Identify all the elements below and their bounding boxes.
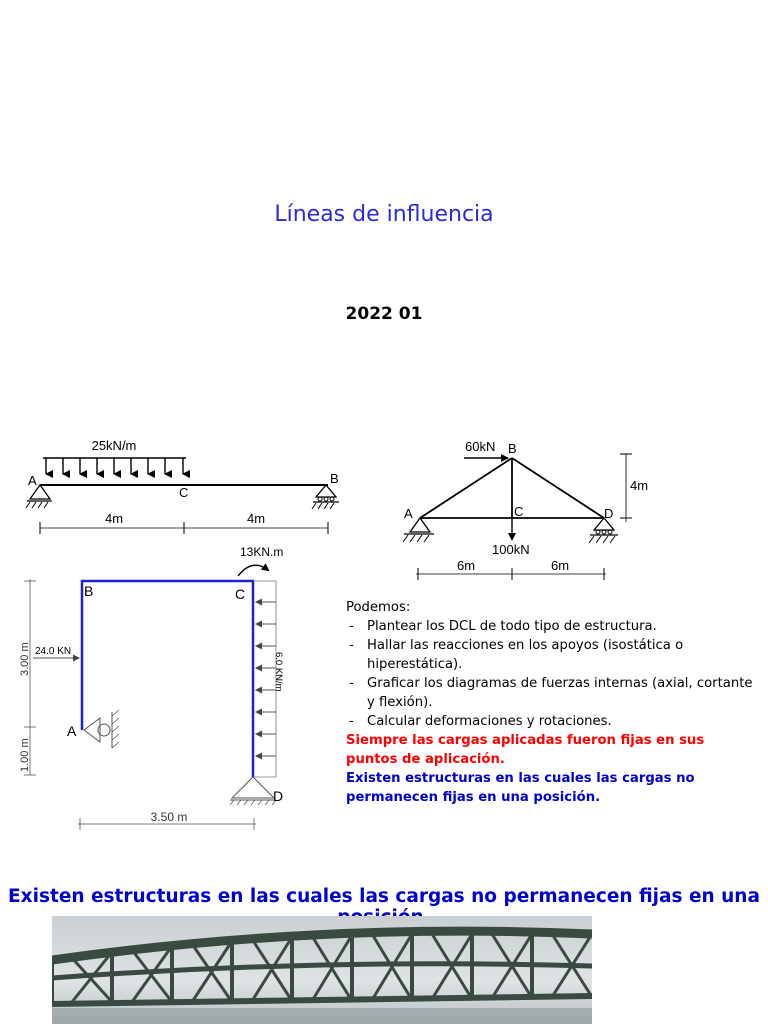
truss-span-2: 6m <box>550 558 570 573</box>
beam-load-label: 25kN/m <box>91 438 137 453</box>
beam-span-1: 4m <box>104 511 124 526</box>
frame-width-label: 3.50 m <box>150 810 188 824</box>
frame-node-c: C <box>235 586 246 602</box>
truss-horizontal-load-label: 60kN <box>465 439 496 454</box>
banner-statement: Existen estructuras en las cuales las cargas no permanecen fijas en una <box>8 886 760 907</box>
frame-height-upper-label: 3.00 m <box>19 642 31 676</box>
frame-node-d: D <box>273 788 284 804</box>
page-title: Líneas de influencia <box>274 202 494 227</box>
frame-horizontal-load-label: 24.0 KN <box>35 646 72 657</box>
frame-node-a: A <box>67 723 77 739</box>
bridge-photo <box>52 916 592 1024</box>
beam-diagram <box>0 430 360 540</box>
list-item: - Calcular deformaciones y rotaciones. <box>346 712 758 731</box>
truss-span-1: 6m <box>456 558 476 573</box>
list-item: - Plantear los DCL de todo tipo de estructura. <box>346 617 758 636</box>
frame-diagram <box>0 540 340 830</box>
notes-panel <box>346 598 758 807</box>
beam-point-a: A <box>28 473 37 488</box>
truss-node-a: A <box>404 506 413 521</box>
list-item: - Hallar las reacciones en los apoyos (isostática o hiperestática). <box>346 636 758 674</box>
page-subtitle-year: 2022 01 <box>345 304 423 324</box>
truss-vertical-load-label: 100kN <box>492 542 530 557</box>
truss-diagram <box>390 432 650 582</box>
notes-heading: Podemos: <box>346 600 411 615</box>
list-item: - Graficar los diagramas de fuerzas internas (axial, cortante y flexión). <box>346 674 758 712</box>
notes-list <box>346 617 758 731</box>
frame-node-b: B <box>84 583 94 599</box>
truss-node-c: C <box>514 504 524 519</box>
frame-height-lower-label: 1.00 m <box>19 738 31 772</box>
frame-distributed-load-label: 6.0 KN/m <box>273 652 284 692</box>
beam-point-c: C <box>179 485 189 500</box>
beam-point-b: B <box>330 471 339 486</box>
frame-moment-label: 13KN.m <box>240 545 284 559</box>
notes-blue-statement: Existen estructuras en las cuales las cargas no permanecen fijas en una posición. <box>346 771 695 805</box>
truss-node-b: B <box>508 441 517 456</box>
notes-red-statement: Siempre las cargas aplicadas fueron fijas en sus puntos de aplicación. <box>346 733 705 767</box>
bridge-truss-image <box>52 916 592 1024</box>
beam-span-2: 4m <box>246 511 266 526</box>
truss-height-label: 4m <box>630 478 649 493</box>
truss-node-d: D <box>604 506 614 521</box>
